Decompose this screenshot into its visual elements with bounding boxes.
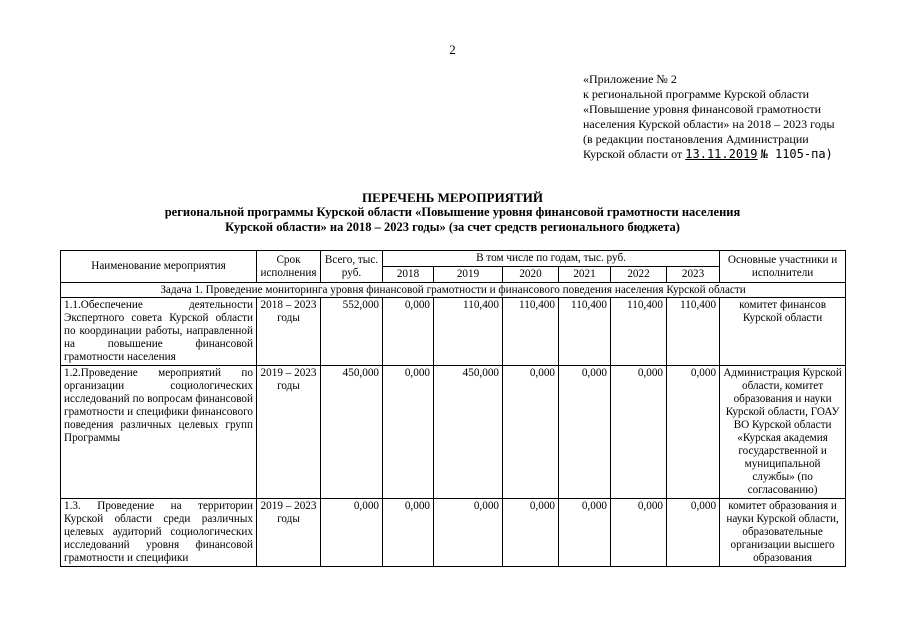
- measure-year-value: 0,000: [667, 499, 720, 567]
- header-total: Всего, тыс. руб.: [321, 251, 383, 283]
- task-title: Задача 1. Проведение мониторинга уровня финансовой грамотности и финансового поведения населения Курской области: [61, 283, 846, 298]
- measure-year-value: 0,000: [667, 366, 720, 499]
- measure-name: 1.3. Проведение на территории Курской области среди различных целевых аудиторий социологических исследований уровня финансовой грамотности и специфики: [61, 499, 257, 567]
- header-year: 2021: [559, 267, 611, 283]
- title-subheading: Курской области» на 2018 – 2023 годы» (за счет средств регионального бюджета): [225, 220, 680, 234]
- header-name: Наименование мероприятия: [61, 251, 257, 283]
- measure-year-value: 0,000: [434, 499, 503, 567]
- appendix-date-prefix: Курской области от: [583, 147, 686, 161]
- measure-year-value: 0,000: [611, 366, 667, 499]
- header-term: Срок исполнения: [257, 251, 321, 283]
- measure-year-value: 0,000: [559, 499, 611, 567]
- header-year: 2019: [434, 267, 503, 283]
- appendix-line: к региональной программе Курской области: [583, 87, 810, 101]
- appendix-line: (в редакции постановления Администрации: [583, 132, 809, 146]
- measure-year-value: 110,400: [559, 298, 611, 366]
- header-by-year: В том числе по годам, тыс. руб.: [383, 251, 720, 267]
- measure-term: 2019 – 2023 годы: [257, 366, 321, 499]
- table-header-row: [61, 251, 846, 267]
- appendix-line: «Приложение № 2: [583, 72, 677, 86]
- page-number: 2: [449, 42, 456, 57]
- measure-total: 450,000: [321, 366, 383, 499]
- measure-year-value: 110,400: [611, 298, 667, 366]
- measure-term: 2019 – 2023 годы: [257, 499, 321, 567]
- header-year: 2020: [503, 267, 559, 283]
- measure-year-value: 0,000: [611, 499, 667, 567]
- measure-year-value: 0,000: [383, 366, 434, 499]
- measure-year-value: 110,400: [503, 298, 559, 366]
- header-year: 2018: [383, 267, 434, 283]
- measure-year-value: 0,000: [383, 298, 434, 366]
- measure-year-value: 0,000: [503, 366, 559, 499]
- measure-year-value: 0,000: [559, 366, 611, 499]
- measure-name: 1.1.Обеспечение деятельности Экспертного совета Курской области по координации работы, направленной на повышение финансовой грамотности населения: [61, 298, 257, 366]
- appendix-date: 13.11.2019: [685, 147, 758, 161]
- table-row: [61, 499, 846, 567]
- appendix-line: «Повышение уровня финансовой грамотности: [583, 102, 822, 116]
- measure-year-value: 110,400: [667, 298, 720, 366]
- header-year: 2022: [611, 267, 667, 283]
- appendix-line-date: [583, 147, 835, 162]
- measure-total: 0,000: [321, 499, 383, 567]
- title-heading: ПЕРЕЧЕНЬ МЕРОПРИЯТИЙ: [362, 190, 543, 205]
- document-title: [0, 190, 905, 235]
- measure-year-value: 450,000: [434, 366, 503, 499]
- table-row: [61, 366, 846, 499]
- measure-term: 2018 – 2023 годы: [257, 298, 321, 366]
- measure-participants: Администрация Курской области, комитет образования и науки Курской области, ГОАУ ВО Курской области «Курская академия государственной и муниципальной службы» (по согласованию): [720, 366, 846, 499]
- measure-name: 1.2.Проведение мероприятий по организации социологических исследований по вопросам финансовой грамотности и специфики финансового поведения различных целевых групп Программы: [61, 366, 257, 499]
- appendix-line: населения Курской области» на 2018 – 2023 годы: [583, 117, 835, 131]
- measure-participants: комитет финансов Курской области: [720, 298, 846, 366]
- title-subheading: региональной программы Курской области «Повышение уровня финансовой грамотности населения: [164, 205, 741, 219]
- measure-participants: комитет образования и науки Курской области, образовательные организации высшего образования: [720, 499, 846, 567]
- measures-table: [60, 250, 846, 567]
- task-row: [61, 283, 846, 298]
- header-participants: Основные участники и исполнители: [720, 251, 846, 283]
- appendix-doc-number: № 1105-па): [760, 147, 833, 161]
- header-year: 2023: [667, 267, 720, 283]
- appendix-block: [583, 72, 835, 162]
- measure-total: 552,000: [321, 298, 383, 366]
- measure-year-value: 110,400: [434, 298, 503, 366]
- measure-year-value: 0,000: [383, 499, 434, 567]
- measure-year-value: 0,000: [503, 499, 559, 567]
- table-row: [61, 298, 846, 366]
